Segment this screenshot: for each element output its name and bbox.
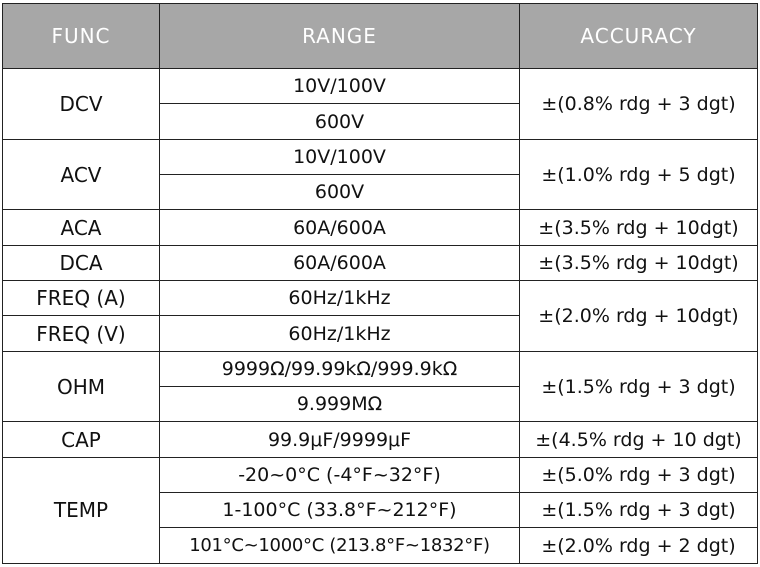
func-cell-cap: CAP	[3, 422, 160, 457]
func-cell-freq-a: FREQ (A)	[3, 281, 160, 316]
func-cell-ohm: OHM	[3, 351, 160, 422]
func-header: FUNC	[3, 4, 160, 69]
accuracy-spec-table	[2, 3, 758, 564]
func-cell-aca: ACA	[3, 210, 160, 245]
range-cell-ohm-2: 9.999MΩ	[160, 387, 520, 422]
table-row-freq-a	[3, 281, 758, 316]
accuracy-cell-temp-1: ±(5.0% rdg + 3 dgt)	[520, 457, 758, 492]
accuracy-cell-acv: ±(1.0% rdg + 5 dgt)	[520, 139, 758, 210]
range-cell-temp-3: 101°C~1000°C (213.8°F~1832°F)	[160, 528, 520, 564]
range-cell-dcv-1: 10V/100V	[160, 69, 520, 104]
range-cell-aca: 60A/600A	[160, 210, 520, 245]
range-cell-freq-v: 60Hz/1kHz	[160, 316, 520, 351]
func-cell-dcv: DCV	[3, 69, 160, 140]
range-cell-acv-1: 10V/100V	[160, 139, 520, 174]
table-row-temp-1	[3, 457, 758, 492]
range-cell-acv-2: 600V	[160, 175, 520, 210]
header-row	[3, 4, 758, 69]
accuracy-cell-cap: ±(4.5% rdg + 10 dgt)	[520, 422, 758, 457]
accuracy-cell-ohm: ±(1.5% rdg + 3 dgt)	[520, 351, 758, 422]
table-row-dcv-1	[3, 69, 758, 104]
func-cell-freq-v: FREQ (V)	[3, 316, 160, 351]
table-row-dca	[3, 245, 758, 280]
accuracy-header: ACCURACY	[520, 4, 758, 69]
table-row-ohm-1	[3, 351, 758, 386]
table-row-aca	[3, 210, 758, 245]
range-cell-temp-1: -20~0°C (-4°F~32°F)	[160, 457, 520, 492]
range-cell-freq-a: 60Hz/1kHz	[160, 281, 520, 316]
func-cell-temp: TEMP	[3, 457, 160, 563]
range-header: RANGE	[160, 4, 520, 69]
accuracy-cell-dca: ±(3.5% rdg + 10dgt)	[520, 245, 758, 280]
range-cell-temp-2: 1-100°C (33.8°F~212°F)	[160, 493, 520, 528]
range-cell-cap: 99.9μF/9999μF	[160, 422, 520, 457]
range-cell-dca: 60A/600A	[160, 245, 520, 280]
accuracy-cell-freq: ±(2.0% rdg + 10dgt)	[520, 281, 758, 352]
table-row-acv-1	[3, 139, 758, 174]
func-cell-acv: ACV	[3, 139, 160, 210]
range-cell-ohm-1: 9999Ω/99.99kΩ/999.9kΩ	[160, 351, 520, 386]
accuracy-cell-dcv: ±(0.8% rdg + 3 dgt)	[520, 69, 758, 140]
accuracy-cell-temp-2: ±(1.5% rdg + 3 dgt)	[520, 493, 758, 528]
func-cell-dca: DCA	[3, 245, 160, 280]
range-cell-dcv-2: 600V	[160, 104, 520, 139]
table-row-cap	[3, 422, 758, 457]
accuracy-cell-aca: ±(3.5% rdg + 10dgt)	[520, 210, 758, 245]
accuracy-cell-temp-3: ±(2.0% rdg + 2 dgt)	[520, 528, 758, 564]
